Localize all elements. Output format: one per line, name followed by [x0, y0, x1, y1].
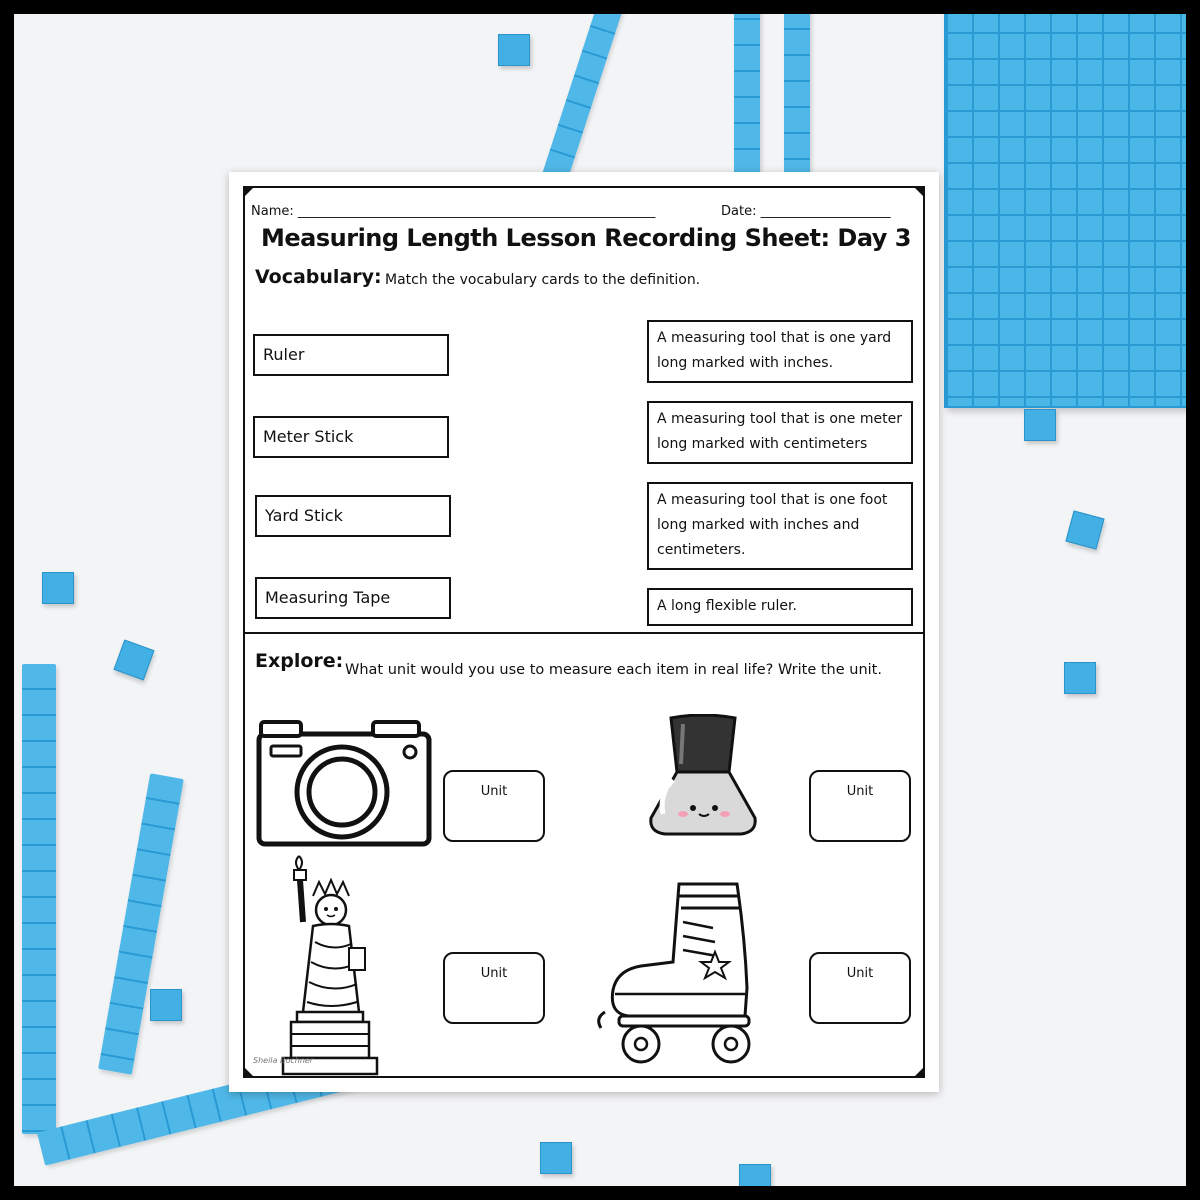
explore-instruction: What unit would you use to measure each item in real life? Write the unit. [345, 662, 882, 678]
worksheet [229, 172, 939, 1092]
date-field[interactable]: Date: ____________________ [721, 204, 891, 219]
unit-answer-box[interactable]: Unit [443, 952, 545, 1024]
base-ten-rod [734, 14, 760, 194]
base-ten-flat [944, 14, 1186, 408]
statue-of-liberty-icon [273, 852, 385, 1078]
base-ten-rod [22, 664, 56, 1134]
definition-card[interactable]: A measuring tool that is one foot long marked with inches and centimeters. [647, 482, 913, 570]
signature: Sheila Bochner [253, 1056, 314, 1065]
base-ten-cube [1065, 510, 1104, 549]
nail-polish-icon [643, 714, 763, 842]
base-ten-cube [42, 572, 74, 604]
base-ten-cube [1064, 662, 1096, 694]
background-photo [14, 14, 1186, 1186]
base-ten-cube [498, 34, 530, 66]
explore-heading: Explore: [255, 650, 344, 672]
base-ten-cube [739, 1164, 771, 1186]
definition-card[interactable]: A measuring tool that is one yard long marked with inches. [647, 320, 913, 383]
definition-card[interactable]: A measuring tool that is one meter long marked with centimeters [647, 401, 913, 464]
term-card-yard-stick[interactable]: Yard Stick [255, 495, 451, 537]
base-ten-cube [1024, 409, 1056, 441]
base-ten-cube [540, 1142, 572, 1174]
page-title: Measuring Length Lesson Recording Sheet: Day 3 [261, 224, 911, 252]
vocabulary-instruction: Match the vocabulary cards to the definition. [385, 272, 701, 288]
roller-skate-icon [595, 878, 775, 1068]
unit-answer-box[interactable]: Unit [809, 952, 911, 1024]
term-card-meter-stick[interactable]: Meter Stick [253, 416, 449, 458]
camera-icon [255, 720, 433, 848]
term-card-measuring-tape[interactable]: Measuring Tape [255, 577, 451, 619]
term-card-ruler[interactable]: Ruler [253, 334, 449, 376]
base-ten-rod [98, 773, 184, 1074]
name-field[interactable]: Name: _______________________________________________________ [251, 204, 656, 219]
unit-answer-box[interactable]: Unit [443, 770, 545, 842]
section-divider [245, 632, 923, 634]
worksheet-border [243, 186, 925, 1078]
vocabulary-heading: Vocabulary: [255, 266, 382, 288]
base-ten-cube [113, 639, 154, 680]
unit-answer-box[interactable]: Unit [809, 770, 911, 842]
base-ten-cube [150, 989, 182, 1021]
definition-card[interactable]: A long flexible ruler. [647, 588, 913, 626]
